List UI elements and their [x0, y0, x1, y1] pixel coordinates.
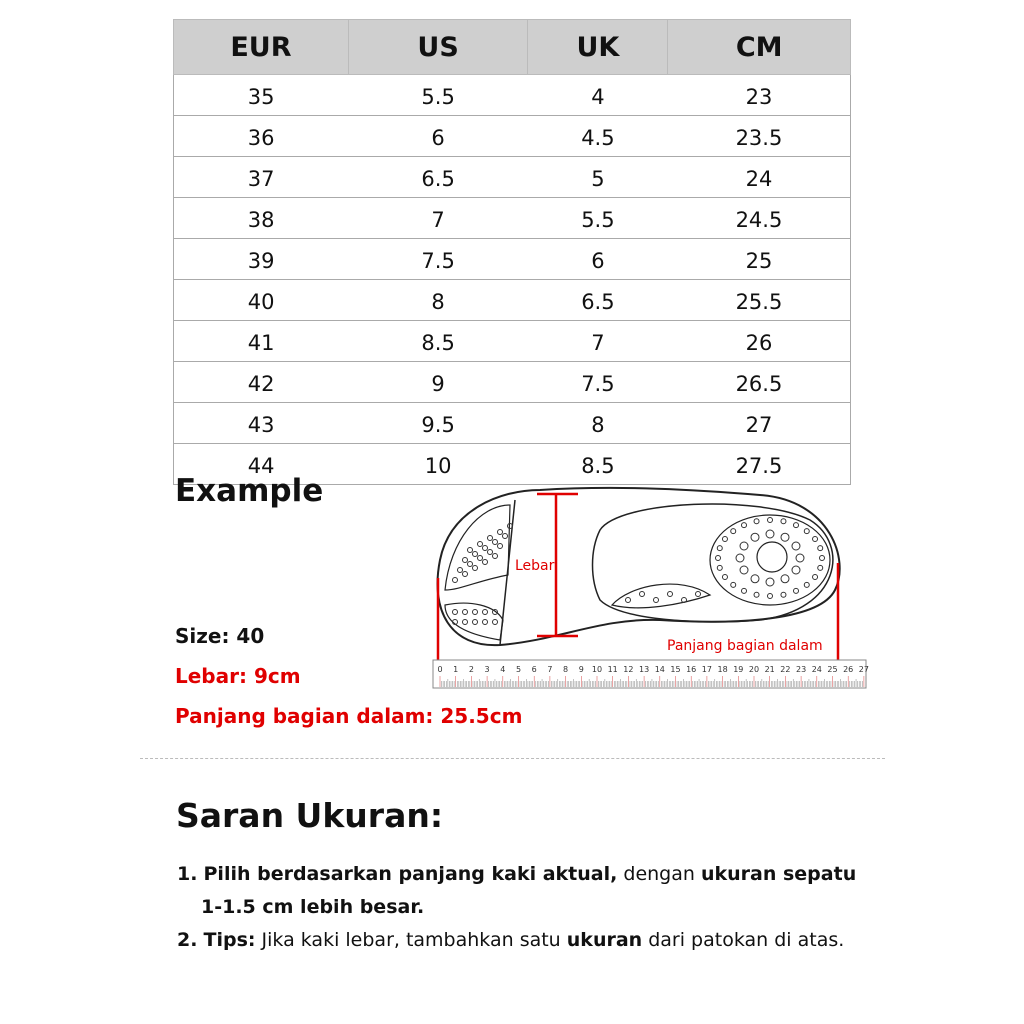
dot: [742, 523, 747, 528]
dot: [483, 546, 488, 551]
dot: [626, 598, 631, 603]
table-cell: 6.5: [348, 157, 528, 198]
item-bold: ukuran: [566, 929, 643, 951]
dot: [740, 566, 748, 574]
table-cell: 7.5: [348, 239, 528, 280]
ruler-label: 4: [500, 665, 506, 674]
dot: [751, 533, 759, 541]
dot: [463, 558, 468, 563]
dot: [483, 610, 488, 615]
table-cell: 9.5: [348, 403, 528, 444]
header-eur: EUR: [174, 20, 349, 75]
example-panjang: Panjang bagian dalam: 25.5cm: [175, 704, 523, 728]
item-bold: 1-1.5 cm lebih besar.: [201, 896, 425, 918]
ruler-label: 11: [607, 665, 618, 674]
dot: [463, 620, 468, 625]
dot: [731, 529, 736, 534]
header-us: US: [348, 20, 528, 75]
ruler-label: 8: [563, 665, 569, 674]
dot: [717, 546, 722, 551]
dot: [818, 546, 823, 551]
dot: [468, 562, 473, 567]
table-cell: 27: [668, 403, 851, 444]
table-cell: 37: [174, 157, 349, 198]
ruler-label: 3: [484, 665, 490, 674]
dot: [742, 588, 747, 593]
table-cell: 44: [174, 444, 349, 485]
ruler-label: 7: [547, 665, 553, 674]
dot: [751, 575, 759, 583]
table-cell: 5.5: [528, 198, 668, 239]
table-cell: 9: [348, 362, 528, 403]
dot: [792, 566, 800, 574]
dot: [792, 542, 800, 550]
table-cell: 7.5: [528, 362, 668, 403]
table-cell: 4: [528, 75, 668, 116]
ruler-label: 12: [623, 665, 634, 674]
dot: [813, 575, 818, 580]
example-size: Size: 40: [175, 624, 265, 648]
dot: [473, 620, 478, 625]
advice-title: Saran Ukuran:: [176, 796, 444, 835]
dot: [722, 537, 727, 542]
dot: [488, 550, 493, 555]
dot: [453, 610, 458, 615]
table-cell: 26.5: [668, 362, 851, 403]
dot: [640, 592, 645, 597]
dot: [483, 560, 488, 565]
ruler-label: 13: [639, 665, 650, 674]
ruler-label: 24: [811, 665, 822, 674]
dot: [716, 556, 721, 561]
table-cell: 10: [348, 444, 528, 485]
table-cell: 27.5: [668, 444, 851, 485]
table-cell: 7: [528, 321, 668, 362]
table-cell: 6.5: [528, 280, 668, 321]
dot: [768, 518, 773, 523]
dot: [813, 537, 818, 542]
dot: [736, 554, 744, 562]
header-uk: UK: [528, 20, 668, 75]
dot: [754, 592, 759, 597]
dot: [804, 582, 809, 587]
table-cell: 24: [668, 157, 851, 198]
dot: [488, 536, 493, 541]
example-lebar: Lebar: 9cm: [175, 664, 301, 688]
table-cell: 23.5: [668, 116, 851, 157]
table-cell: 25.5: [668, 280, 851, 321]
dot: [766, 530, 774, 538]
dot: [463, 610, 468, 615]
dot: [453, 578, 458, 583]
ruler-label: 25: [827, 665, 838, 674]
table-cell: 8.5: [348, 321, 528, 362]
ruler-label: 6: [531, 665, 537, 674]
table-cell: 8: [528, 403, 668, 444]
dot: [493, 620, 498, 625]
item-bold: ukuran sepatu: [700, 863, 857, 885]
diagram-lebar-label: Lebar: [515, 558, 555, 574]
table-cell: 23: [668, 75, 851, 116]
item-number: 2.: [177, 929, 198, 951]
item-text: dengan: [617, 863, 701, 885]
section-divider: [140, 758, 885, 759]
header-cm: CM: [668, 20, 851, 75]
dot: [722, 575, 727, 580]
dot: [478, 542, 483, 547]
dot: [503, 534, 508, 539]
ruler-label: 17: [701, 665, 712, 674]
table-cell: 25: [668, 239, 851, 280]
dot: [740, 542, 748, 550]
dot: [820, 556, 825, 561]
dot: [754, 519, 759, 524]
dot: [717, 565, 722, 570]
dot: [794, 588, 799, 593]
advice-item-1-cont: [177, 891, 877, 924]
dot: [781, 533, 789, 541]
dot: [458, 568, 463, 573]
table-cell: 8.5: [528, 444, 668, 485]
dot: [493, 554, 498, 559]
dot: [781, 592, 786, 597]
dot: [781, 519, 786, 524]
table-cell: 7: [348, 198, 528, 239]
dot: [668, 592, 673, 597]
dot: [804, 529, 809, 534]
ruler-label: 1: [453, 665, 459, 674]
ruler-label: 15: [670, 665, 681, 674]
dot: [766, 578, 774, 586]
dot: [818, 565, 823, 570]
dot: [768, 594, 773, 599]
ruler-label: 19: [733, 665, 744, 674]
ruler-label: 21: [764, 665, 775, 674]
dot: [478, 556, 483, 561]
diagram-panjang-label: Panjang bagian dalam: [667, 638, 823, 654]
table-cell: 6: [348, 116, 528, 157]
table-cell: 26: [668, 321, 851, 362]
ruler-label: 27: [858, 665, 869, 674]
table-cell: 41: [174, 321, 349, 362]
table-cell: 42: [174, 362, 349, 403]
ruler-label: 9: [578, 665, 584, 674]
ruler-label: 10: [591, 665, 603, 674]
table-cell: 39: [174, 239, 349, 280]
ruler-label: 2: [468, 665, 474, 674]
dot: [463, 572, 468, 577]
table-cell: 40: [174, 280, 349, 321]
table-cell: 36: [174, 116, 349, 157]
example-title: Example: [175, 473, 324, 509]
dot: [498, 530, 503, 535]
ruler-label: 16: [686, 665, 697, 674]
ruler-label: 26: [843, 665, 854, 674]
dot: [498, 544, 503, 549]
dot: [483, 620, 488, 625]
table-cell: 38: [174, 198, 349, 239]
table-cell: 35: [174, 75, 349, 116]
ruler-label: 14: [654, 665, 665, 674]
table-cell: 5.5: [348, 75, 528, 116]
dot: [696, 592, 701, 597]
item-bold: Pilih berdasarkan panjang kaki aktual,: [203, 863, 618, 885]
ruler-label: 23: [796, 665, 807, 674]
dot: [781, 575, 789, 583]
ruler-label: 22: [780, 665, 791, 674]
table-cell: 24.5: [668, 198, 851, 239]
ruler-label: 0: [437, 665, 443, 674]
item-text: Jika kaki lebar, tambahkan satu: [255, 929, 567, 951]
advice-list: [177, 858, 877, 957]
dot: [794, 523, 799, 528]
ruler-label: 5: [515, 665, 522, 674]
dot: [468, 548, 473, 553]
item-bold: Tips:: [203, 929, 256, 951]
advice-item-2: [177, 924, 877, 957]
dot: [796, 554, 804, 562]
measure-lines: [438, 494, 838, 688]
ruler-label: 18: [717, 665, 728, 674]
table-cell: 8: [348, 280, 528, 321]
dot: [473, 552, 478, 557]
ruler-label: 20: [748, 665, 760, 674]
item-number: 1.: [177, 863, 198, 885]
advice-item-1: [177, 858, 877, 891]
item-text: dari patokan di atas.: [642, 929, 845, 951]
dot: [493, 540, 498, 545]
dot: [473, 566, 478, 571]
table-cell: 6: [528, 239, 668, 280]
dot: [731, 582, 736, 587]
table-cell: 43: [174, 403, 349, 444]
dot: [654, 598, 659, 603]
table-cell: 4.5: [528, 116, 668, 157]
table-cell: 5: [528, 157, 668, 198]
dot: [473, 610, 478, 615]
